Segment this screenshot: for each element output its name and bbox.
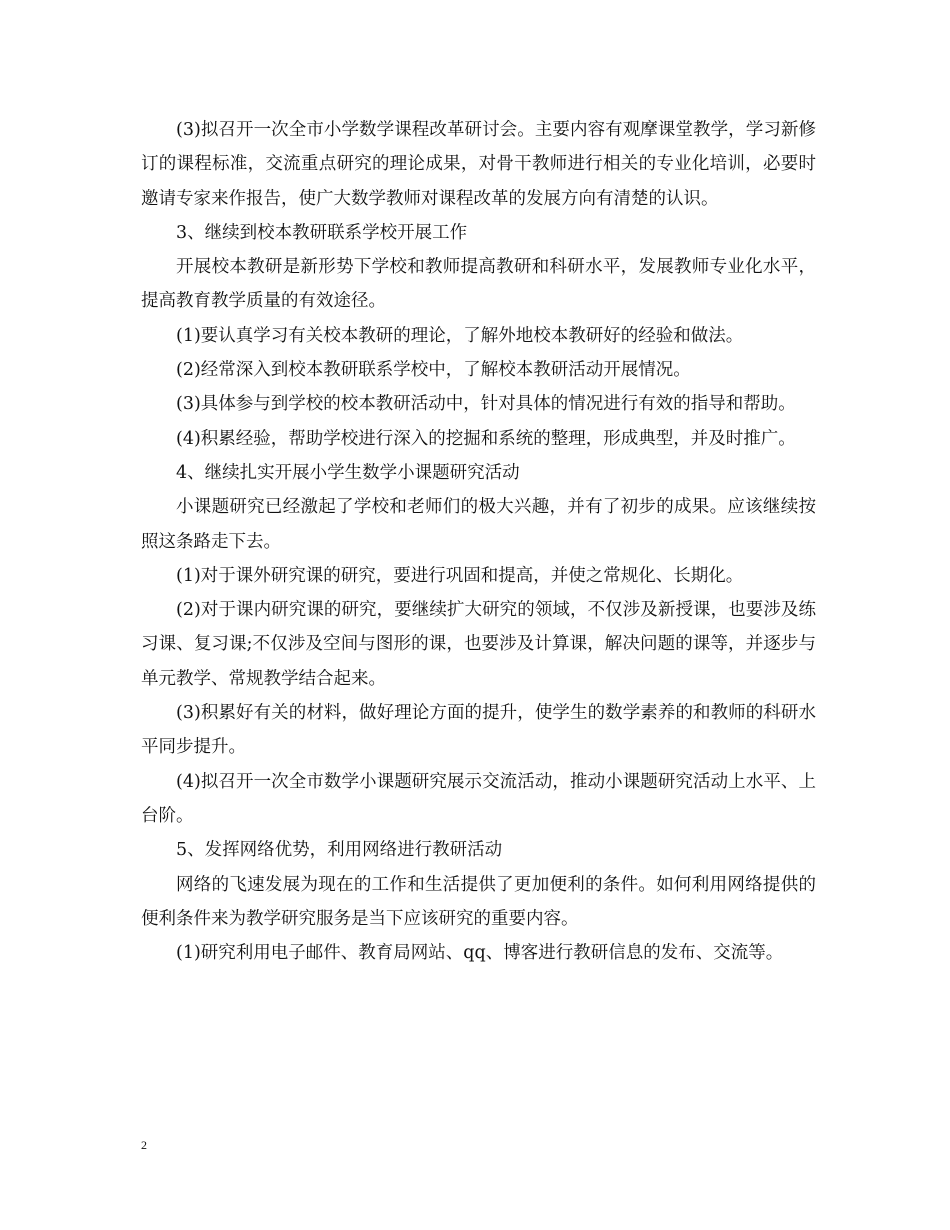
- section-heading-3: 3、继续到校本教研联系学校开展工作: [176, 222, 468, 243]
- paragraph-school-research-intro: 开展校本教研是新形势下学校和教师提高教研和科研水平，发展教师专业化水平，提高教育教学质量的有效途径。: [141, 257, 816, 312]
- paragraph-item-1-email-web: (1)研究利用电子邮件、教育局网站、qq、博客进行教研信息的发布、交流等。: [176, 943, 784, 964]
- paragraph-item-3-participate: (3)具体参与到学校的校本教研活动中，针对具体的情况进行有效的指导和帮助。: [176, 394, 796, 415]
- paragraph-item-2-in-class: (2)对于课内研究课的研究，要继续扩大研究的领域，不仅涉及新授课，也要涉及练习课、复习课;不仅涉及空间与图形的课，也要涉及计算课，解决问题的课等，并逐步与单元教学、常规教学结合起来。: [141, 600, 816, 689]
- paragraph-item-4-accumulate: (4)积累经验，帮助学校进行深入的挖掘和系统的整理，形成典型，并及时推广。: [176, 428, 796, 449]
- section-heading-4: 4、继续扎实开展小学生数学小课题研究活动: [176, 462, 520, 483]
- paragraph-item-4-showcase: (4)拟召开一次全市数学小课题研究展示交流活动，推动小课题研究活动上水平、上台阶。: [141, 771, 816, 826]
- paragraph-item-1-learn-theory: (1)要认真学习有关校本教研的理论，了解外地校本教研好的经验和做法。: [176, 325, 744, 346]
- page-number: 2: [141, 1138, 147, 1152]
- document-body: [141, 113, 816, 970]
- paragraph-item-3-materials: (3)积累好有关的材料，做好理论方面的提升，使学生的数学素养的和教师的科研水平同步提升。: [141, 703, 816, 758]
- paragraph-item-3-seminar: (3)拟召开一次全市小学数学课程改革研讨会。主要内容有观摩课堂教学，学习新修订的课程标准，交流重点研究的理论成果，对骨干教师进行相关的专业化培训，必要时邀请专家来作报告，使广大数学教师对课程改革的发展方向有清楚的认识。: [141, 120, 816, 209]
- paragraph-small-topic-intro: 小课题研究已经激起了学校和老师们的极大兴趣，并有了初步的成果。应该继续按照这条路走下去。: [141, 497, 816, 552]
- section-heading-5: 5、发挥网络优势，利用网络进行教研活动: [176, 840, 503, 861]
- paragraph-item-2-visit-schools: (2)经常深入到校本教研联系学校中，了解校本教研活动开展情况。: [176, 360, 691, 381]
- paragraph-item-1-extracurricular: (1)对于课外研究课的研究，要进行巩固和提高，并使之常规化、长期化。: [176, 565, 744, 586]
- paragraph-network-intro: 网络的飞速发展为现在的工作和生活提供了更加便利的条件。如何利用网络提供的便利条件来为教学研究服务是当下应该研究的重要内容。: [141, 874, 816, 929]
